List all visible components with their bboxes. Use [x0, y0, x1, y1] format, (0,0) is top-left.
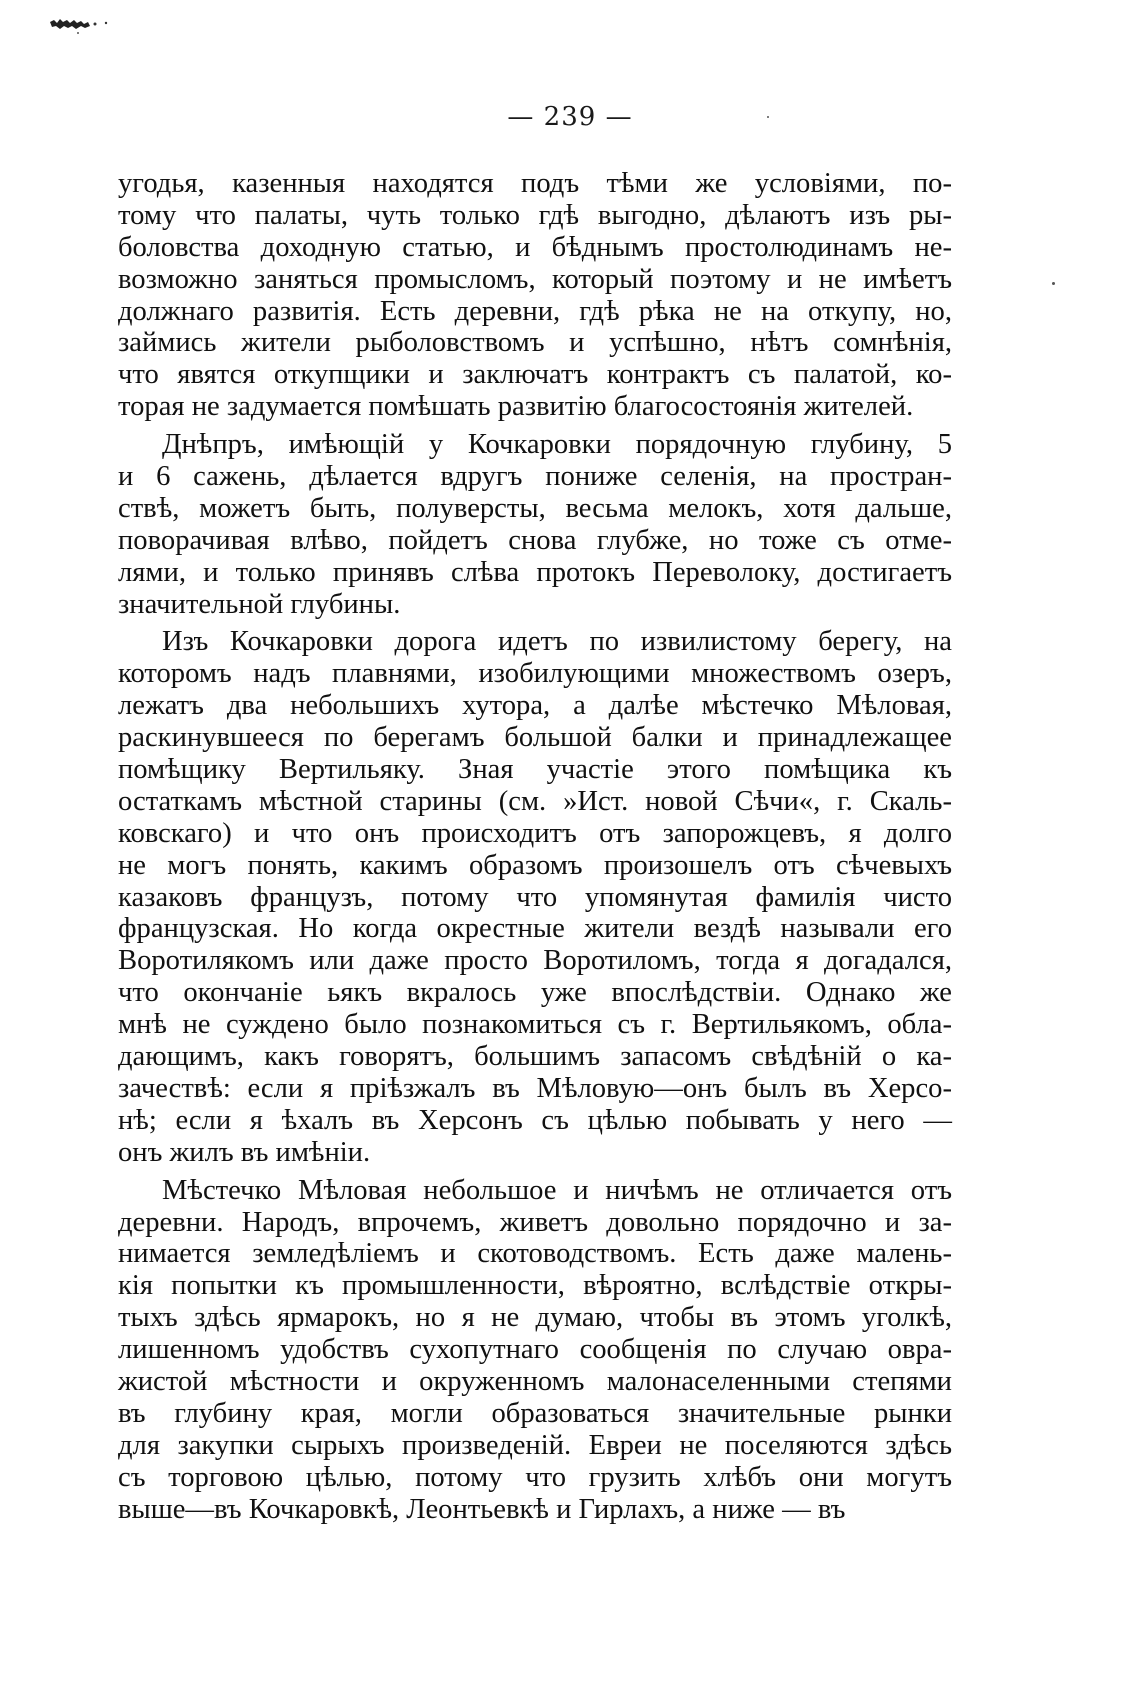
- text-line: займись жители рыболовствомъ и успѣшно, нѣтъ сомнѣнія,: [118, 327, 952, 359]
- text-line: боловства доходную статью, и бѣднымъ простолюдинамъ не-: [118, 231, 952, 263]
- text-line: Мѣстечко Мѣловая небольшое и ничѣмъ не отличается отъ: [162, 1174, 952, 1206]
- paragraph: [118, 1175, 952, 1526]
- text-line: торая не задумается помѣшать развитію благосостоянія жителей.: [118, 391, 914, 423]
- dust-speck: [1052, 282, 1055, 285]
- dust-speck: [767, 116, 769, 118]
- text-line: дающимъ, какъ говорятъ, большимъ запасомъ свѣдѣній о ка-: [118, 1041, 952, 1073]
- text-line: нѣ; если я ѣхалъ въ Херсонъ съ цѣлью побывать у него —: [118, 1104, 952, 1136]
- paragraph: [118, 168, 952, 423]
- text-line: что окончаніе ьякъ вкралось уже впослѣдствіи. Однако же: [118, 977, 952, 1009]
- text-line: жистой мѣстности и окруженномъ малонаселенными степями: [118, 1365, 952, 1397]
- text-line: которомъ надъ плавнями, изобилующими множествомъ озеръ,: [118, 658, 952, 690]
- text-line: лежатъ два небольшихъ хутора, а далѣе мѣстечко Мѣловая,: [118, 690, 952, 722]
- text-line: Изъ Кочкаровки дорога идетъ по извилистому берегу, на: [162, 626, 952, 658]
- text-line: Днѣпръ, имѣющій у Кочкаровки порядочную глубину, 5: [162, 429, 952, 461]
- text-line: и 6 сажень, дѣлается вдругъ пониже селенія, на простран-: [118, 461, 952, 493]
- page-number: — 239 —: [507, 102, 633, 132]
- text-line: тому что палаты, чуть только гдѣ выгодно, дѣлаютъ изъ ры-: [118, 199, 952, 231]
- text-line: угодья, казенныя находятся подъ тѣми же условіями, по-: [118, 168, 952, 199]
- text-line: онъ жилъ въ имѣніи.: [118, 1136, 371, 1168]
- ink-smudge-mark: [48, 14, 118, 36]
- paragraph: [118, 626, 952, 1168]
- text-line: значительной глубины.: [118, 588, 401, 620]
- text-line: помѣщику Вертильяку. Зная участіе этого помѣщика къ: [118, 754, 952, 786]
- text-line: поворачивая влѣво, пойдетъ снова глубже, но тоже съ отме-: [118, 524, 952, 556]
- text-line: съ торговою цѣлью, потому что грузить хлѣбъ они могутъ: [118, 1461, 952, 1493]
- text-line: тыхъ здѣсь ярмарокъ, но я не думаю, чтобы въ этомъ уголкѣ,: [118, 1302, 952, 1334]
- text-line: зачествѣ: если я пріѣзжалъ въ Мѣловую—онъ былъ въ Херсо-: [118, 1072, 952, 1104]
- text-line: лями, и только принявъ слѣва протокъ Переволоку, достигаетъ: [118, 556, 952, 588]
- text-line: мнѣ не суждено было познакомиться съ г. Вертильякомъ, обла-: [118, 1009, 952, 1041]
- text-line: ствѣ, можетъ быть, полуверсты, весьма мелокъ, хотя дальше,: [118, 492, 952, 524]
- text-line: казаковъ французъ, потому что упомянутая фамилія чисто: [118, 881, 952, 913]
- text-line: для закупки сырыхъ произведеній. Евреи не поселяются здѣсь: [118, 1429, 952, 1461]
- text-line: что явятся откупщики и заключатъ контрактъ съ палатой, ко-: [118, 359, 952, 391]
- text-line: выше—въ Кочкаровкѣ, Леонтьевкѣ и Гирлахъ, а ниже — въ: [118, 1493, 846, 1525]
- text-line: не могъ понять, какимъ образомъ произошелъ отъ сѣчевыхъ: [118, 849, 952, 881]
- paragraph: [118, 429, 952, 620]
- text-line: французская. Но когда окрестные жители вездѣ называли его: [118, 913, 952, 945]
- text-line: Воротилякомъ или даже просто Воротиломъ, тогда я догадался,: [118, 945, 952, 977]
- text-line: ковскаго) и что онъ происходитъ отъ запорожцевъ, я долго: [118, 817, 952, 849]
- text-line: кія попытки къ промышленности, вѣроятно, вслѣдствіе откры-: [118, 1270, 952, 1302]
- text-line: должнаго развитія. Есть деревни, гдѣ рѣка не на откупу, но,: [118, 295, 952, 327]
- body-text: [118, 168, 952, 1525]
- text-line: нимается земледѣліемъ и скотоводствомъ. Есть даже малень-: [118, 1238, 952, 1270]
- text-line: лишенномъ удобствъ сухопутнаго сообщенія по случаю овра-: [118, 1334, 952, 1366]
- text-line: деревни. Народъ, впрочемъ, живетъ довольно порядочно и за-: [118, 1206, 952, 1238]
- text-line: въ глубину края, могли образоваться значительные рынки: [118, 1397, 952, 1429]
- text-line: остаткамъ мѣстной старины (см. »Ист. новой Сѣчи«, г. Скаль-: [118, 785, 952, 817]
- text-line: раскинувшееся по берегамъ большой балки и принадлежащее: [118, 722, 952, 754]
- text-line: возможно заняться промысломъ, который поэтому и не имѣетъ: [118, 263, 952, 295]
